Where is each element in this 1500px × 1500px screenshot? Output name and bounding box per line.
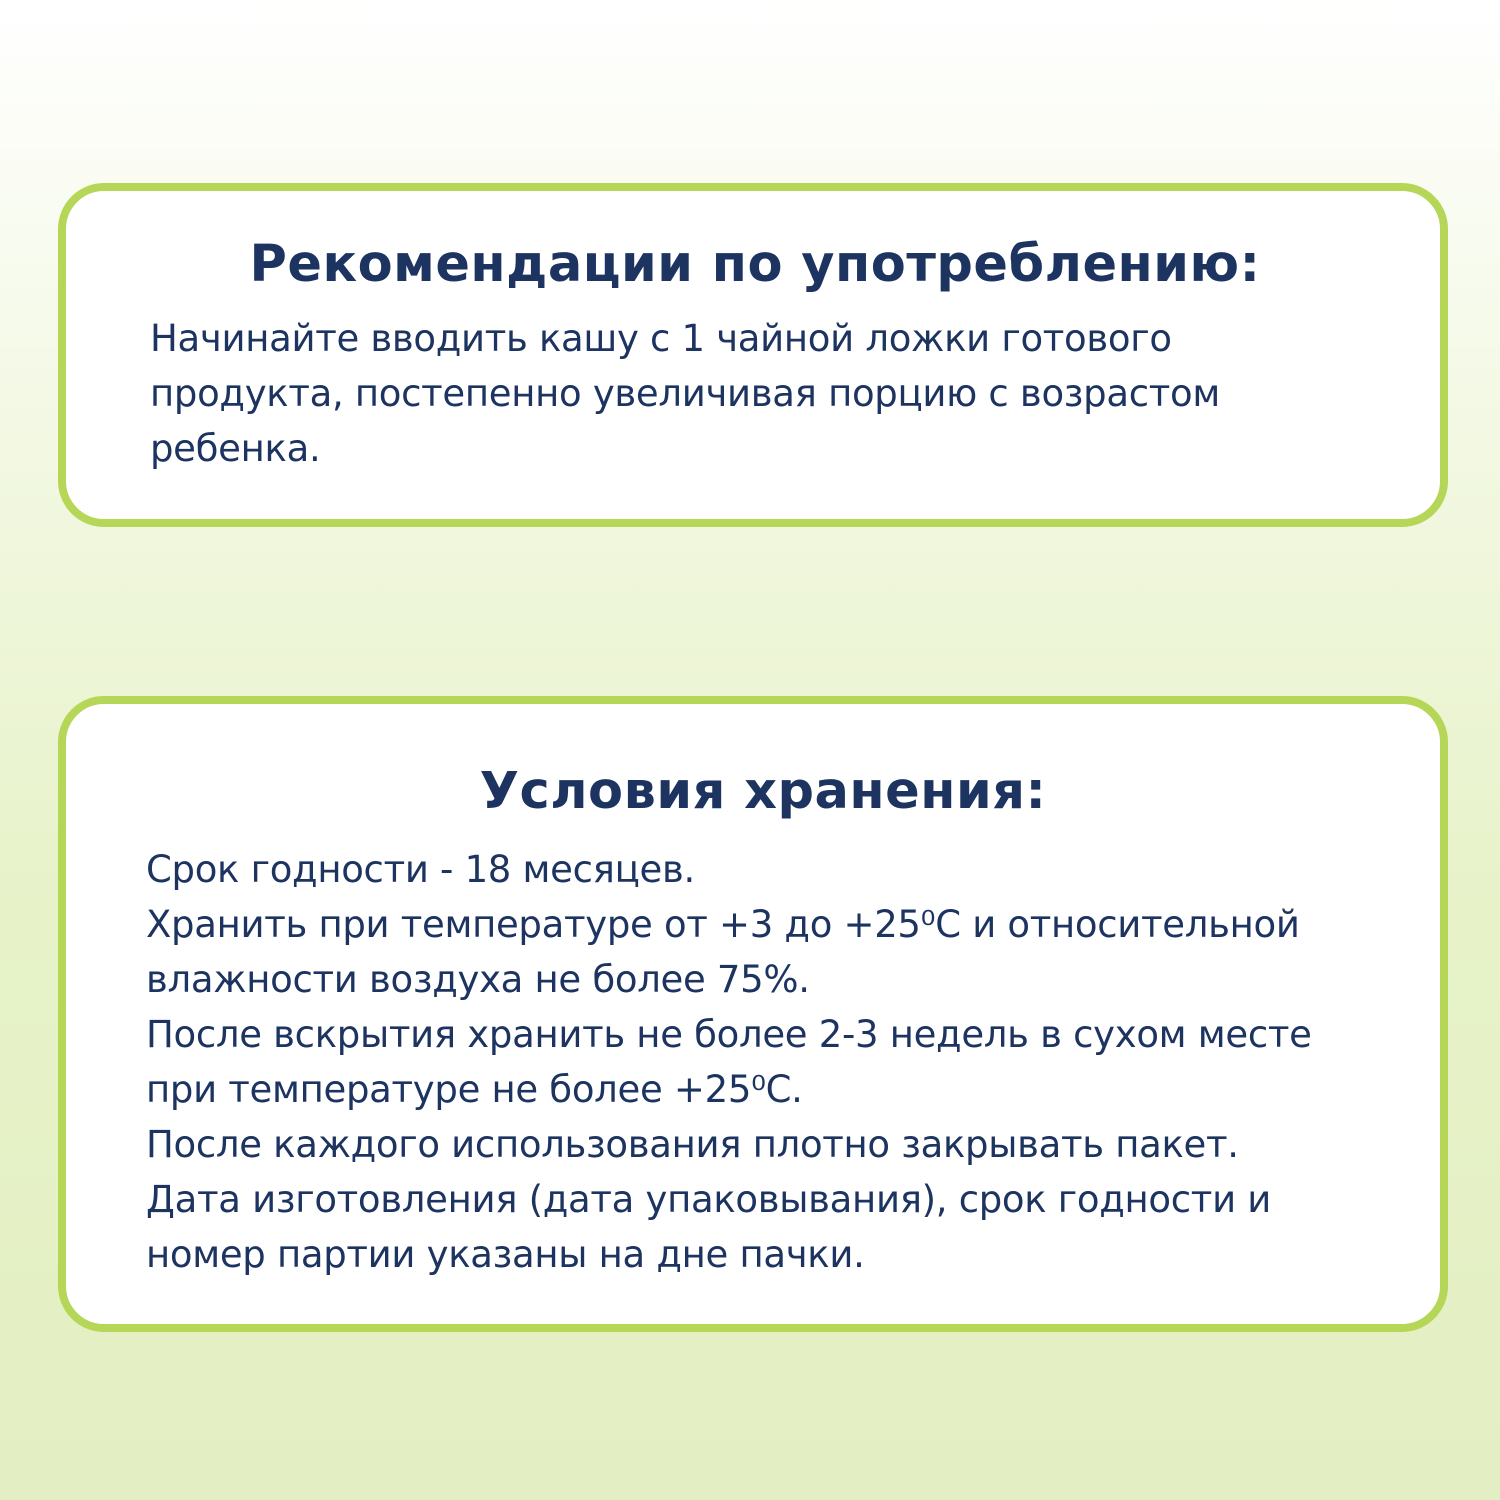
usage-text-line: продукта, постепенно увеличивая порцию с возрастом (150, 372, 1220, 415)
storage-conditions-card (58, 696, 1448, 1332)
storage-text-line: номер партии указаны на дне пачки. (146, 1233, 865, 1276)
storage-text-line: влажности воздуха не более 75%. (146, 958, 810, 1001)
storage-text-line: Хранить при температуре от +3 до +25⁰С и относительной (146, 903, 1300, 946)
usage-recommendations-title: Рекомендации по употреблению: (249, 235, 1261, 294)
storage-text-line: Срок годности - 18 месяцев. (146, 848, 695, 891)
storage-conditions-text (146, 842, 1380, 1282)
usage-text-line: ребенка. (150, 427, 321, 470)
usage-text-line: Начинайте вводить кашу с 1 чайной ложки готового (150, 317, 1172, 360)
storage-text-line: Дата изготовления (дата упаковывания), срок годности и (146, 1178, 1272, 1221)
storage-conditions-title: Условия хранения: (479, 762, 1047, 821)
storage-text-line: при температуре не более +25⁰С. (146, 1068, 803, 1111)
usage-recommendations-card (58, 183, 1448, 527)
usage-recommendations-text (150, 311, 1360, 476)
storage-text-line: После каждого использования плотно закрывать пакет. (146, 1123, 1239, 1166)
storage-text-line: После вскрытия хранить не более 2-3 недель в сухом месте (146, 1013, 1312, 1056)
